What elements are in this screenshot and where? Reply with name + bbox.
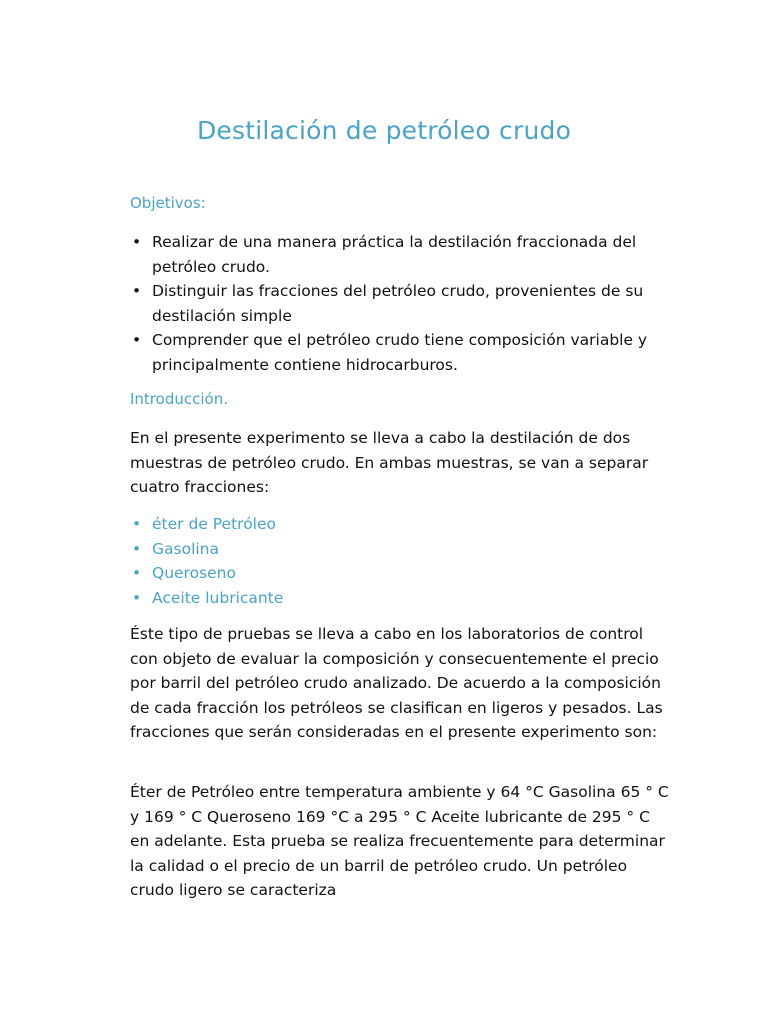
- bullet-icon: •: [132, 233, 142, 251]
- list-item: • Aceite lubricante: [130, 586, 670, 611]
- list-item: • Comprender que el petróleo crudo tiene composición variable y principalmente contiene hidrocarburos.: [130, 328, 670, 377]
- bullet-icon: •: [132, 539, 142, 558]
- bullet-icon: •: [132, 588, 142, 607]
- list-item: • Distinguir las fracciones del petróleo crudo, provenientes de su destilación simple: [130, 279, 670, 328]
- list-item: • éter de Petróleo: [130, 512, 670, 537]
- document-title: Destilación de petróleo crudo: [196, 116, 572, 145]
- fractions-list: [130, 512, 670, 610]
- body-paragraph-2: Éste tipo de pruebas se lleva a cabo en los laboratorios de control con objeto de evaluar la composición y consecuentemente el precio por barril del petróleo crudo analizado. De acuerdo a la composición de cada fracción los petróleos se clasifican en ligeros y pesados. Las fracciones que serán consideradas en el presente experimento son:: [130, 625, 663, 741]
- list-item: • Gasolina: [130, 537, 670, 562]
- objectives-list: [130, 230, 670, 377]
- bullet-icon: •: [132, 564, 142, 582]
- list-item: • Realizar de una manera práctica la destilación fraccionada del petróleo crudo.: [130, 230, 670, 279]
- bullet-icon: •: [132, 331, 142, 349]
- bullet-icon: •: [132, 515, 142, 533]
- objectives-heading: Objetivos:: [130, 194, 206, 212]
- body-paragraph-3: Éter de Petróleo entre temperatura ambiente y 64 °C Gasolina 65 ° C y 169 ° C Queroseno 169 °C a 295 ° C Aceite lubricante de 295 ° C en adelante. Esta prueba se realiza frecuentemente para determinar la calidad o el precio de un barril de petróleo crudo. Un petróleo crudo ligero se caracteriza: [130, 783, 669, 899]
- intro-paragraph: En el presente experimento se lleva a cabo la destilación de dos muestras de petróleo crudo. En ambas muestras, se van a separar cuatro fracciones:: [130, 429, 649, 496]
- list-item: • Queroseno: [130, 561, 670, 586]
- introduction-heading: Introducción.: [130, 390, 228, 408]
- bullet-icon: •: [132, 282, 142, 300]
